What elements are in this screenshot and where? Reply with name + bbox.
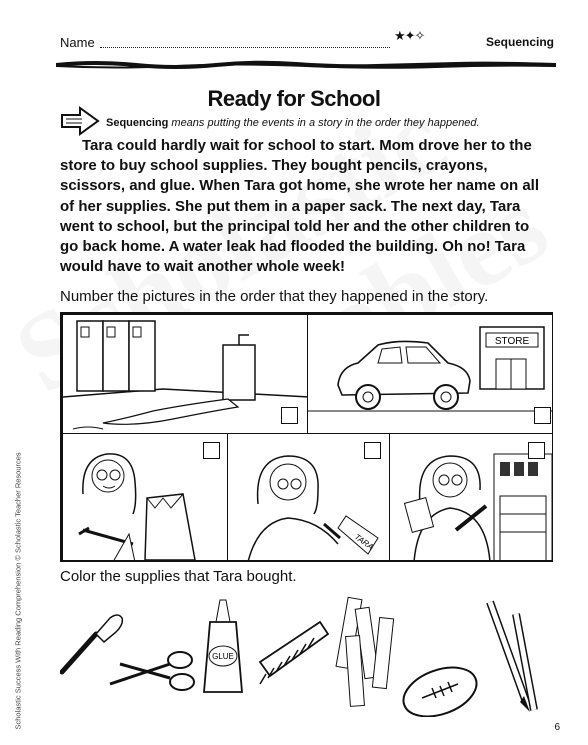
- tara-label: TARA: [352, 532, 376, 552]
- story-paragraph: Tara could hardly wait for school to start. Mom drove her to the store to buy school supplies. They bought pencils, crayons, scissors, and glue. When Tara got home, she wrote her name on all of her supplies. She put them in a paper sack. The next day, Tara went to school, but the principal told her and the other children to go back home. A water leak had flooded the building. Oh no! Tara would have to wait another whole week!: [60, 137, 539, 276]
- page-title: Ready for School: [207, 86, 381, 111]
- side-credit: Scholastic Success With Reading Comprehension © Scholastic Teacher Resources: [13, 452, 23, 730]
- order-box-4[interactable]: [364, 442, 381, 459]
- picture-car-at-store: [307, 314, 553, 434]
- header-brush-stroke: [56, 60, 556, 70]
- stars-icon: ★✦✧: [394, 28, 425, 43]
- store-sign: STORE: [494, 336, 530, 347]
- football-icon[interactable]: [397, 658, 483, 717]
- story-text: [60, 136, 550, 277]
- glue-bottle-icon[interactable]: [204, 600, 242, 692]
- picture-flooded-hallway: [62, 314, 308, 434]
- name-input-line[interactable]: [100, 47, 390, 48]
- lockers-illustration: [63, 315, 308, 434]
- page-number: 6: [554, 722, 560, 733]
- paintbrush-icon[interactable]: [62, 615, 122, 672]
- comb-icon[interactable]: [260, 622, 328, 684]
- definition: [106, 117, 480, 129]
- definition-text: means putting the events in a story in the order they happened.: [168, 117, 480, 129]
- instruction-color: Color the supplies that Tara bought.: [60, 568, 297, 585]
- name-label: Name: [60, 35, 95, 50]
- supplies-row: [60, 592, 560, 717]
- glue-label: GLUE: [212, 652, 234, 661]
- car-store-illustration: [308, 315, 553, 434]
- order-box-5[interactable]: [528, 442, 545, 459]
- picture-grid: [60, 312, 553, 562]
- arrow-icon: [60, 106, 100, 136]
- picture-writing-name: [227, 433, 390, 561]
- picture-at-school: [389, 433, 553, 561]
- scissors-icon[interactable]: [110, 652, 194, 690]
- order-box-2[interactable]: [534, 407, 551, 424]
- definition-term: Sequencing: [106, 117, 169, 129]
- topic-label: Sequencing: [485, 35, 554, 49]
- picture-paper-sack: [62, 433, 228, 561]
- crayons-icon[interactable]: [336, 597, 394, 706]
- instruction-sequence: Number the pictures in the order that they happened in the story.: [60, 288, 489, 305]
- pencils-icon[interactable]: [490, 602, 534, 712]
- order-box-1[interactable]: [281, 407, 298, 424]
- order-box-3[interactable]: [203, 442, 220, 459]
